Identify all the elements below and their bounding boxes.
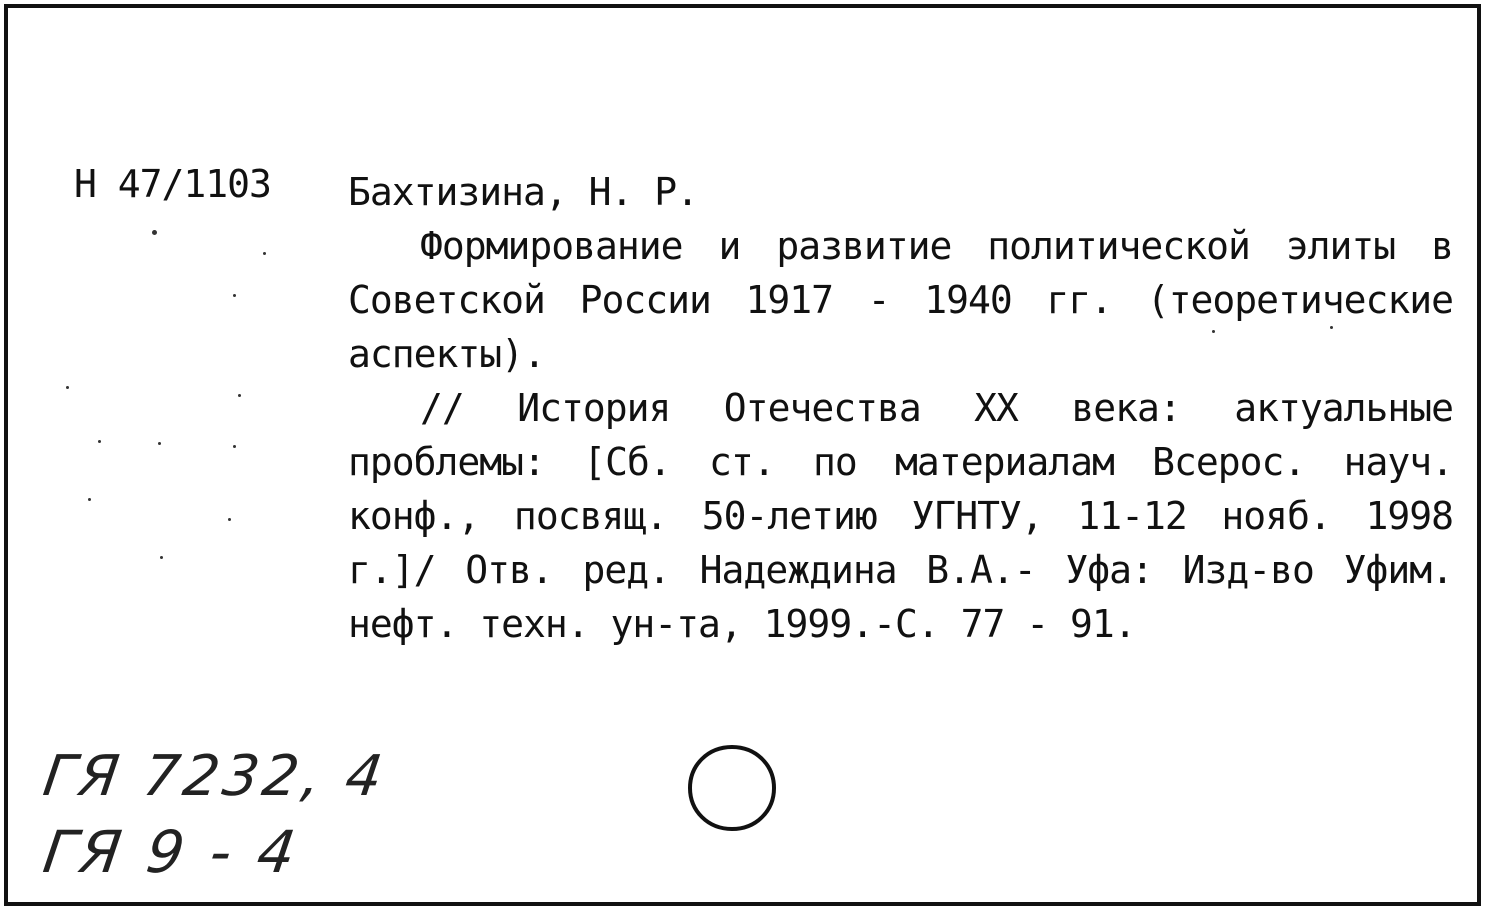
scan-speck [233,445,236,448]
source-description: // История Отечества XX века: актуальные проблемы: [Сб. ст. по материалам Всерос. науч. конф., посвящ. 50-летию УГНТУ, 11-12 нояб. 1998 г.]/ Отв. ред. Надеждина В.А.- Уфа: Изд-во Уфим. нефт. техн. ун-та, 1999.-С. 77 - 91. [348,386,1453,646]
scan-speck [66,386,69,389]
scan-speck [88,498,91,501]
bibliographic-entry [348,165,1453,651]
handwritten-note-2: ГЯ 9 - 4 [39,818,304,886]
author-name: Бахтизина, Н. Р. [348,170,699,214]
work-title: Формирование и развитие политической элиты в Советской России 1917 - 1940 гг. (теоретические аспекты). [348,224,1453,376]
scan-speck [158,442,161,445]
scan-speck [228,518,231,521]
catalog-card [4,4,1481,906]
scan-speck [160,556,163,559]
handwritten-note-1: ГЯ 7232, 4 [39,744,391,809]
scan-speck [1330,326,1333,329]
scan-speck [263,252,266,255]
scan-speck [233,294,236,297]
punch-hole-icon [684,741,780,835]
scan-speck [98,440,101,443]
scan-speck [152,230,157,235]
scan-speck [1212,330,1215,333]
shelfmark: Н 47/1103 [74,162,271,206]
scan-speck [238,394,241,397]
